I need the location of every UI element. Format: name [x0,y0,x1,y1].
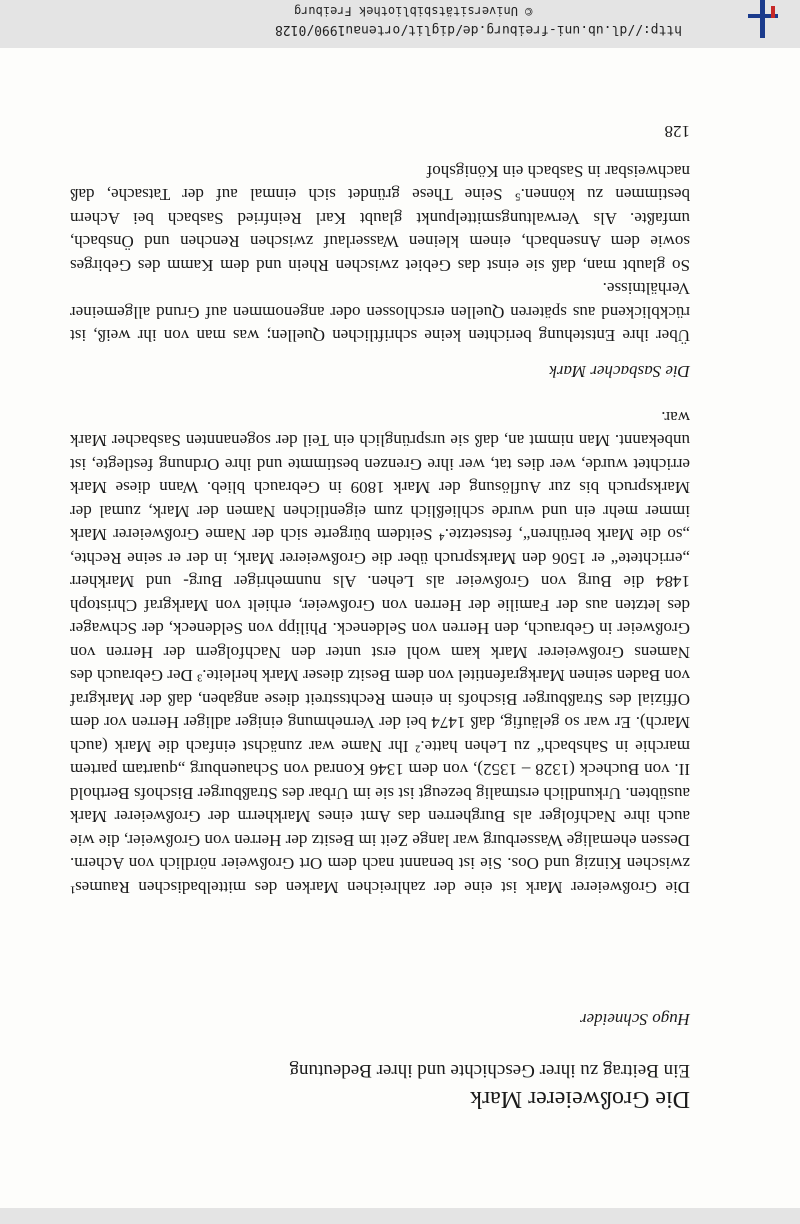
viewer-bottom-bar [0,1208,800,1224]
library-logo-icon [744,0,780,40]
viewer-top-bar [0,0,800,48]
section-heading: Die Sasbacher Mark [549,362,690,382]
paragraph-2: Über ihre Entstehung berichten keine schriftlichen Quellen; was man von ihr weiß, ist rückblickend aus späteren Quellen erschlossen oder angenommen auf Grund allgemeiner Verhältnisse. [70,279,690,346]
source-url[interactable]: http://dl.ub.uni-freiburg.de/diglit/ortenau1990/0128 [275,22,682,37]
page-content-rotated [70,112,690,1112]
article-subtitle: Ein Beitrag zu ihrer Geschichte und ihrer Bedeutung [289,1060,690,1081]
copyright-notice: © Universitätsbibliothek Freiburg [293,4,532,18]
article-author: Hugo Schneider [579,1010,690,1029]
page-number: 128 [664,122,690,142]
article-title: Die Großweierer Mark [470,1086,690,1112]
scanned-page [0,48,800,1208]
paragraph-3: So glaubt man, daß sie einst das Gebiet zwischen Rhein und dem Kamm des Gebirges sowie dem Ansenbach, einem kleinen Wasserlauf zwischen Renchen und Önsbach, umfaßte. Als Verwaltungsmittelpunkt glaubt Karl Reinfried Sasbach bei Achern bestimmen zu können.⁵ Seine These gründet sich einmal auf der Tatsache, daß nachweisbar in Sasbach ein Königshof [70,162,690,275]
paragraph-1: Die Großweierer Mark ist eine der zahlreichen Marken des mittelbadischen Raumes¹ zwischen Kinzig und Oos. Sie ist benannt nach dem Ort Großweier nördlich von Achern. Dessen ehemalige Wasserburg war lange Zeit im Besitz der Herren von Großweier, die wie auch ihre Nachfolger als Burgherren das Amt eines Markherrn der Großweierer Mark ausübten. Urkundlich erstmalig bezeugt ist sie im Urbar des Straßburger Bischofs Berthold II. von Bucheck (1328 – 1352), von dem 1346 Konrad von Schauenburg „quartam partem marchie in Sahsbach“ zu Lehen hatte.² Ihr Name war zunächst einfach die Mark (auch March). Er war so geläufig, daß 1474 bei der Vernehmung einiger adliger Herren vor dem Offizial des Straßburger Bischofs in einem Rechtsstreit diese angaben, daß der Markgraf von Baden seinen Markgrafentitel von dem Besitz dieser Mark herleite.³ Der Gebrauch des Namens Großweierer Mark kam wohl erst unter den Nachfolgern der Herren von Großweier in Gebrauch, den Herren von Seldeneck. Philipp von Seldeneck, der Schwager des letzten aus der Familie der Herren von Großweier, erhielt von Markgraf Christoph 1484 die Burg von Großweier als Lehen. Als nunmehriger Burg- und Markherr „errichtete“ er 1506 den Markspruch über die Großweierer Mark, in der er seine Rechte, „so die Mark berühren“, festsetzte.⁴ Seitdem bürgerte sich der Name Großweierer Mark immer mehr ein und wurde schließlich zum eigentlichen Namen der Mark, zumal der Markspruch bis zur Auflösung der Mark 1809 in Gebrauch blieb. Wann diese Mark errichtet wurde, wer dies tat, wer ihre Grenzen bestimmte und ihre Ordnung festlegte, ist unbekannt. Man nimmt an, daß sie ursprünglich ein Teil der sogenannten Sasbacher Mark war. [70,408,690,897]
